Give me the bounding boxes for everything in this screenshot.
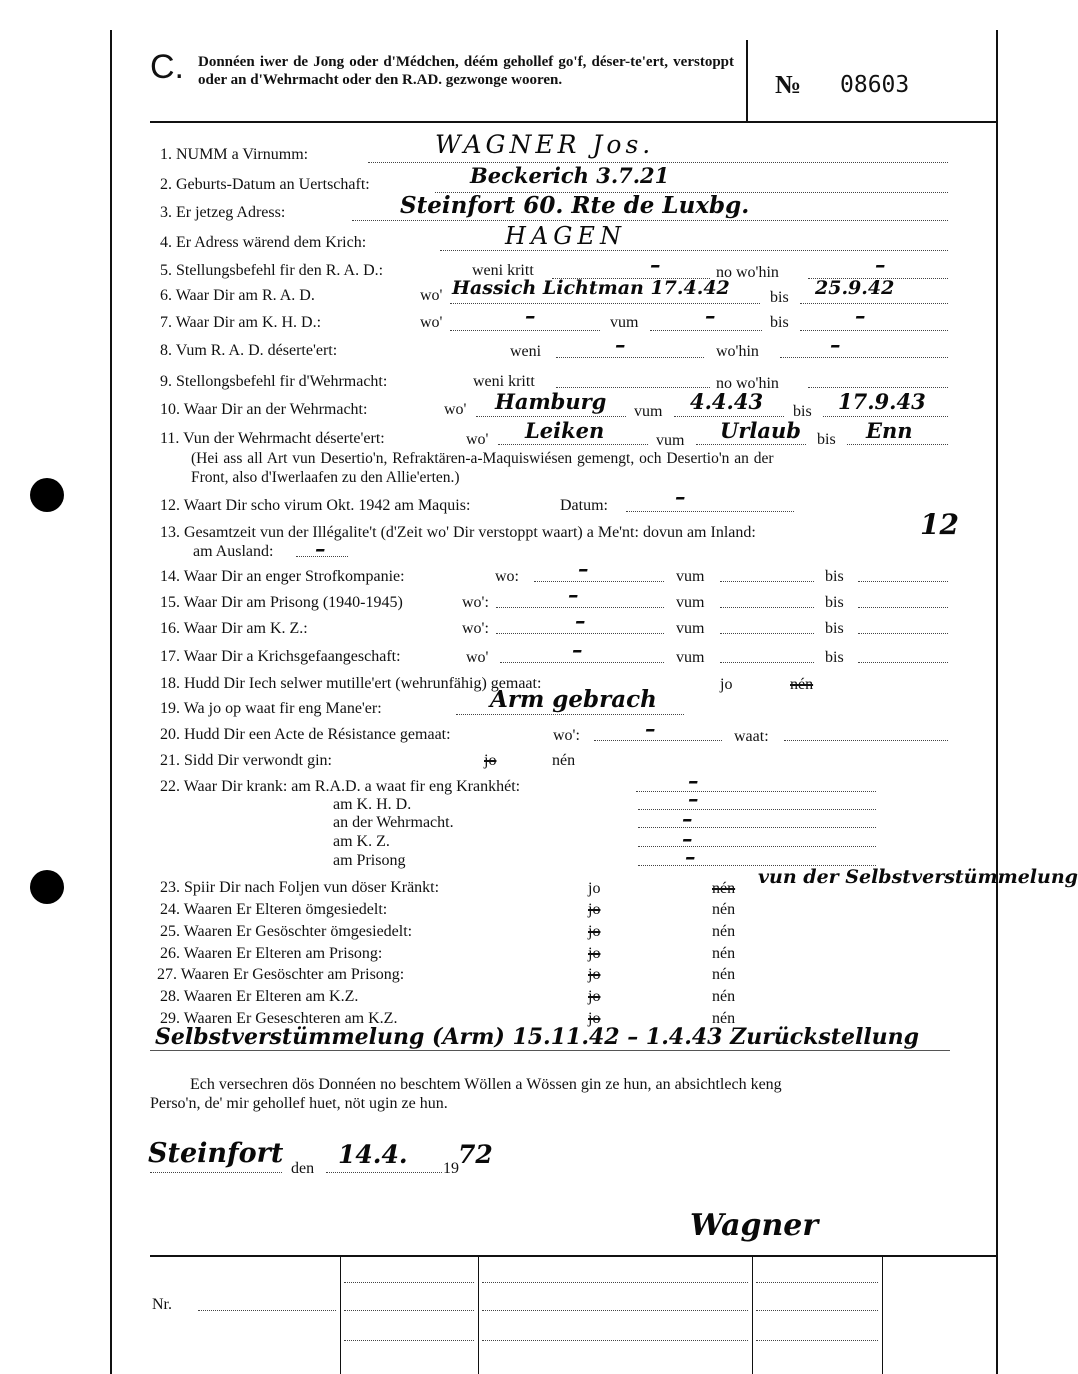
field-3-line: [352, 220, 948, 221]
field-line: [482, 1282, 748, 1283]
label-to: bis: [770, 289, 789, 306]
item-18-label: Hudd Dir Iech selwer mutille'ert (wehrunfähig) gemaat:: [184, 675, 542, 692]
field-line: [626, 511, 794, 512]
label-where: wo':: [553, 727, 580, 744]
header-divider: [746, 40, 748, 122]
field-line: [344, 1310, 474, 1311]
label-to: bis: [817, 431, 836, 448]
address-value[interactable]: Steinfort 60. Rte de Luxbg.: [400, 192, 750, 219]
item-1-label: 1. NUMM a Virnumm:: [160, 146, 309, 163]
field-line: [556, 387, 710, 388]
option-no[interactable]: nén: [712, 988, 736, 1005]
number-sign: №: [775, 70, 802, 99]
field-line: [326, 1172, 442, 1173]
section-letter: C.: [150, 48, 184, 86]
value-dash[interactable]: –: [615, 332, 626, 357]
label-where: wo': [444, 401, 467, 418]
item-3-label: 3. Er jetzeg Adress:: [160, 204, 286, 221]
label-to: bis: [825, 568, 844, 585]
field-4-line: [440, 250, 948, 251]
field-line: [498, 444, 648, 445]
field-line: [674, 416, 784, 417]
field-line: [344, 1340, 474, 1341]
field-line: [720, 662, 814, 663]
item-24-label: Waaren Er Elteren ömgesiedelt:: [183, 901, 388, 918]
item-27-label: Waaren Er Gesöschter am Prisong:: [180, 966, 405, 983]
option-no[interactable]: nén: [712, 945, 736, 962]
year-prefix: 19: [443, 1160, 459, 1177]
label-where: wo': [466, 649, 489, 666]
value-dash[interactable]: –: [675, 484, 686, 509]
label-where: wo'hin: [716, 343, 759, 360]
wehrmacht-to-value[interactable]: 17.9.43: [838, 389, 926, 414]
value-dash[interactable]: –: [855, 303, 866, 328]
desertion-to-value[interactable]: Enn: [866, 418, 913, 443]
item-13-label: Gesamtzeit vun der Illégalite't (d'Zeit wo' Dir verstoppt waart) a Me'nt: dovun am Inland:: [184, 524, 756, 541]
label-from: vum: [656, 432, 685, 449]
field-line: [500, 662, 664, 663]
wehrmacht-where-value[interactable]: Hamburg: [495, 389, 607, 414]
value-dash[interactable]: –: [568, 582, 579, 607]
label-den: den: [291, 1160, 315, 1177]
footer-col: [882, 1256, 883, 1374]
field-line: [636, 791, 876, 792]
field-line: [534, 581, 664, 582]
frame-left: [110, 30, 112, 1374]
field-line: [496, 633, 664, 634]
label-to: bis: [825, 594, 844, 611]
item-8-label: Vum R. A. D. déserte'ert:: [175, 342, 338, 359]
label-from: vum: [676, 594, 705, 611]
inland-months-value[interactable]: 12: [920, 508, 959, 541]
field-line: [456, 714, 684, 715]
field-line: [638, 846, 876, 847]
footer-col: [340, 1256, 341, 1374]
note-line-1: (Hei ass all Art vun Desertio'n, Refraktären-a-Maquiswiésen gemengt, och Desertio'n an der: [191, 450, 774, 467]
option-no[interactable]: nén: [712, 923, 736, 940]
item-10-label: Waar Dir an der Wehrmacht:: [183, 401, 368, 418]
option-no-struck[interactable]: nén: [712, 880, 736, 897]
field-line: [756, 1340, 878, 1341]
label-from: vum: [676, 568, 705, 585]
item-11-label: Vun der Wehrmacht déserte'ert:: [183, 430, 385, 447]
field-line: [720, 581, 814, 582]
field-line: [450, 330, 600, 331]
place-value[interactable]: Steinfort: [148, 1138, 284, 1169]
remark-handwritten[interactable]: Selbstverstümmelung (Arm) 15.11.42 – 1.4.43 Zurückstellung: [155, 1024, 920, 1050]
field-line: [476, 416, 626, 417]
form-number: 08603: [840, 72, 910, 98]
option-no[interactable]: nén: [552, 752, 576, 769]
field-line: [823, 416, 948, 417]
item-9-label: Stellongsbefehl fir d'Wehrmacht:: [176, 373, 388, 390]
option-no[interactable]: nén: [712, 966, 736, 983]
section-title: Donnéen iwer de Jong oder d'Médchen, déém gehollef go'f, déser-te'ert, verstoppt oder an d'Wehrmacht oder den R.AD. gezwonge wooren.: [198, 54, 734, 88]
value-dash[interactable]: –: [688, 768, 699, 793]
field-line: [808, 387, 948, 388]
item-28-label: Waaren Er Elteren am K.Z.: [183, 988, 359, 1005]
value-dash[interactable]: –: [645, 716, 656, 741]
mutilation-manner-value[interactable]: Arm gebrach: [490, 686, 657, 713]
label-where: no wo'hin: [716, 375, 779, 392]
item-29-label: Waaren Er Geseschteren am K.Z.: [183, 1010, 398, 1027]
footer-col: [478, 1256, 479, 1374]
field-line: [756, 1310, 878, 1311]
field-line: [150, 1172, 282, 1173]
value-dash[interactable]: –: [572, 637, 583, 662]
label-where: wo':: [462, 594, 489, 611]
option-yes-struck[interactable]: jo: [588, 966, 601, 983]
label-where: wo': [420, 287, 443, 304]
item-12-label: Waart Dir scho virum Okt. 1942 am Maquis:: [183, 497, 471, 514]
option-no-struck[interactable]: nén: [790, 676, 814, 693]
footer-rule: [150, 1255, 996, 1257]
label-from: vum: [610, 314, 639, 331]
wehrmacht-from-value[interactable]: 4.4.43: [690, 389, 764, 414]
label-from: vum: [676, 649, 705, 666]
footer-col: [752, 1256, 753, 1374]
field-line: [482, 1340, 748, 1341]
value-dash[interactable]: –: [705, 303, 716, 328]
item-25-label: Waaren Er Gesöschter ömgesiedelt:: [183, 923, 413, 940]
item-6-label: Waar Dir am R. A. D.: [175, 287, 315, 304]
field-line: [858, 633, 948, 634]
option-no[interactable]: nén: [712, 1010, 736, 1027]
label-abroad: am Ausland:: [193, 543, 274, 560]
option-yes-struck[interactable]: jo: [484, 752, 497, 769]
label-to: bis: [825, 649, 844, 666]
value-dash[interactable]: –: [578, 556, 589, 581]
field-line: [800, 303, 948, 304]
value-dash[interactable]: –: [875, 252, 886, 277]
value-dash[interactable]: –: [682, 826, 693, 851]
item-23-label: Spiir Dir nach Foljen vun döser Kränkt:: [184, 879, 440, 896]
nr-label: Nr.: [152, 1296, 172, 1313]
header-rule: [150, 121, 996, 123]
rad-to-value[interactable]: 25.9.42: [815, 277, 895, 299]
label-where: no wo'hin: [716, 264, 779, 281]
field-line: [556, 357, 704, 358]
option-yes[interactable]: jo: [720, 676, 733, 693]
option-yes-struck[interactable]: jo: [588, 1010, 601, 1027]
field-line: [784, 740, 948, 741]
birth-value[interactable]: Beckerich 3.7.21: [470, 163, 670, 188]
option-no[interactable]: nén: [712, 901, 736, 918]
value-dash[interactable]: –: [830, 332, 841, 357]
date-value[interactable]: 14.4.: [338, 1140, 408, 1169]
label-date: Datum:: [560, 497, 608, 514]
field-line: [720, 633, 814, 634]
consequence-note[interactable]: vun der Selbstverstümmelung: [758, 866, 1078, 888]
field-line: [638, 809, 876, 810]
desertion-from-value[interactable]: Urlaub: [720, 418, 801, 443]
note-line-2: Front, also d'Iwerlaafen zu den Allie'erten.): [191, 469, 460, 486]
value-dash[interactable]: –: [685, 844, 696, 869]
value-dash[interactable]: –: [682, 806, 693, 831]
option-yes-struck[interactable]: jo: [588, 945, 601, 962]
field-line: [638, 827, 876, 828]
item-16-label: Waar Dir am K. Z.:: [183, 620, 308, 637]
item-7-label: Waar Dir am K. H. D.:: [175, 314, 322, 331]
item-15-label: Waar Dir am Prisong (1940-1945): [183, 594, 403, 611]
field-line: [858, 607, 948, 608]
name-value[interactable]: WAGNER Jos.: [435, 130, 655, 159]
label-what: waat:: [734, 728, 769, 745]
rad-where-value[interactable]: Hassich Lichtman 17.4.42: [452, 277, 730, 299]
punch-hole: [30, 478, 64, 512]
desertion-where-value[interactable]: Leiken: [525, 418, 605, 443]
punch-hole: [30, 870, 64, 904]
form-page: C. Donnéen iwer de Jong oder d'Médchen, déém gehollef go'f, déser-te'ert, verstoppt oder an d'Wehrmacht oder den R.AD. gezwonge wooren. № 08603 1. NUMM a Virnumm: WAGNER Jos. 2. Geburts-Datum an Uertschaft: Beckerich 3.7.21 3. Er jetzeg Adress: Steinfort 60. Rte de Luxbg. 4. Er Adress wärend dem Krich: HAGEN 5. Stellungsbefehl fir den R. A. D.: weni kritt – no wo'hin – 6. Waar Dir am R. A. D. wo' Hassich Lichtman 17.4.42 bis 25.9.42 7. Waar Dir am K. H. D.: wo' – vum – bis – 8. Vum R. A. D. déserte'ert: weni – wo'hin – 9. Stellongsbefehl fir d'Wehrmacht: weni kritt no wo'hin 10. Waar Dir an der Wehrmacht: wo' Hamburg vum 4.4.43 bis 17.9.43 11. Vun der Wehrmacht déserte'ert: wo' Leiken vum Urlaub bis Enn (Hei ass all Art vun Desertio'n, Refraktären-a-Maquiswiésen gemengt, och Desertio'n an der Front, also d'Iwerlaafen zu den Allie'erten.) 12. Waart Dir scho virum Okt. 1942 am Maquis: Datum: – 13. Gesamtzeit vun der Illégalite't (d'Zeit wo' Dir verstoppt waart) a Me'nt: dovun am Inland: 12 am Ausland: – 14. Waar Dir an enger Strofkompanie: wo: – vum bis 15. Waar Dir am Prisong (1940-1945) wo': – vum bis 16. Waar Dir am K. Z.: wo': – vum bis 17. Waar Dir a Krichsgefaangeschaft: wo' – vum bis 18. Hudd Dir Iech selwer mutille'ert (wehrunfähig) gemaat: jo nén 19. Wa jo op waat fir eng Mane'er: Arm gebrach 20. Hudd Dir een Acte de Résistance gemaat: wo': – waat: 21. Sidd Dir verwondt gin: jo nén 22. Waar Dir krank: am R.A.D. a waat fir eng Krankhét: – am K. H. D. – an der Wehrmacht. – am K. Z. – am Prisong – 23. Spiir Dir nach Foljen vun döser Kränkt: jo nén vun der Selbstverstümmelung 24. Waaren Er Elteren ömgesiedelt: jo nén 25. Waaren Er Gesöschter ömgesiedelt: jo nén 26. Waaren Er Elteren am Prisong: jo nén 27. Waaren Er Gesöschter am Prisong: jo nén 28. Waaren Er Elteren am K.Z. jo nén 29. Waaren Er Geseschteren am K.Z. jo nén Selbstverstümmelung (Arm) 15.11.42 – 1.4.43 Zurückstellung Ech versechren dös Donnéen no beschtem Wöllen a Wössen gin ze hun, an absichtlech keng Perso'n, de' mir gehollef huet, nöt ugin ze hun. Steinfort den 14.4. 19 72 Wagner Nr.: [0, 0, 1024, 1374]
label-when: weni kritt: [473, 373, 535, 390]
label-to: bis: [793, 403, 812, 420]
label-to: bis: [825, 620, 844, 637]
declaration-line-1: Ech versechren dös Donnéen no beschtem Wöllen a Wössen gin ze hun, an absichtlech keng: [190, 1076, 782, 1093]
sub-label: am Prisong: [333, 852, 406, 869]
label-where: wo': [420, 314, 443, 331]
year-value[interactable]: 72: [458, 1140, 493, 1169]
item-17-label: Waar Dir a Krichsgefaangeschaft:: [183, 648, 401, 665]
field-line: [720, 607, 814, 608]
field-line: [696, 444, 806, 445]
label-to: bis: [770, 314, 789, 331]
item-21-label: Sidd Dir verwondt gin:: [184, 752, 332, 769]
item-5-label: Stellungsbefehl fir den R. A. D.:: [176, 262, 384, 279]
field-line: [756, 1282, 878, 1283]
field-line: [650, 330, 762, 331]
value-dash[interactable]: –: [575, 608, 586, 633]
value-dash[interactable]: –: [650, 252, 661, 277]
item-2-label: 2. Geburts-Datum an Uertschaft:: [160, 176, 370, 193]
option-yes-struck[interactable]: jo: [588, 988, 601, 1005]
item-19-label: Wa jo op waat fir eng Mane'er:: [183, 700, 382, 717]
option-yes-struck[interactable]: jo: [588, 923, 601, 940]
option-yes-struck[interactable]: jo: [588, 901, 601, 918]
value-dash[interactable]: –: [688, 786, 699, 811]
item-22-label: Waar Dir krank: am R.A.D. a waat fir eng Krankhét:: [183, 778, 521, 795]
signature[interactable]: Wagner: [690, 1208, 819, 1243]
label-when: weni: [510, 343, 542, 360]
item-14-label: Waar Dir an enger Strofkompanie:: [183, 568, 405, 585]
declaration-line-2: Perso'n, de' mir gehollef huet, nöt ugin ze hun.: [150, 1095, 448, 1112]
item-4-label: 4. Er Adress wärend dem Krich:: [160, 234, 367, 251]
label-where: wo:: [495, 568, 519, 585]
label-from: vum: [676, 620, 705, 637]
sub-label: am K. H. D.: [333, 796, 412, 813]
field-line: [858, 581, 948, 582]
item-20-label: Hudd Dir een Acte de Résistance gemaat:: [184, 726, 451, 743]
value-dash[interactable]: –: [525, 303, 536, 328]
war-address-value[interactable]: HAGEN: [505, 222, 626, 250]
nr-field: [198, 1310, 336, 1311]
frame-right: [996, 30, 998, 1374]
label-from: vum: [634, 403, 663, 420]
label-where: wo':: [462, 620, 489, 637]
option-yes[interactable]: jo: [588, 880, 601, 897]
sub-label: an der Wehrmacht.: [333, 814, 454, 831]
label-when: weni kritt: [472, 262, 534, 279]
field-line: [344, 1282, 474, 1283]
field-line: [847, 444, 948, 445]
sub-label: am K. Z.: [333, 833, 390, 850]
remark-rule: [150, 1050, 950, 1051]
field-line: [594, 740, 722, 741]
item-26-label: Waaren Er Elteren am Prisong:: [183, 945, 383, 962]
label-where: wo': [466, 431, 489, 448]
field-line: [800, 330, 948, 331]
field-line: [858, 662, 948, 663]
field-line: [780, 357, 948, 358]
value-dash[interactable]: –: [315, 536, 326, 561]
field-line: [482, 1310, 748, 1311]
